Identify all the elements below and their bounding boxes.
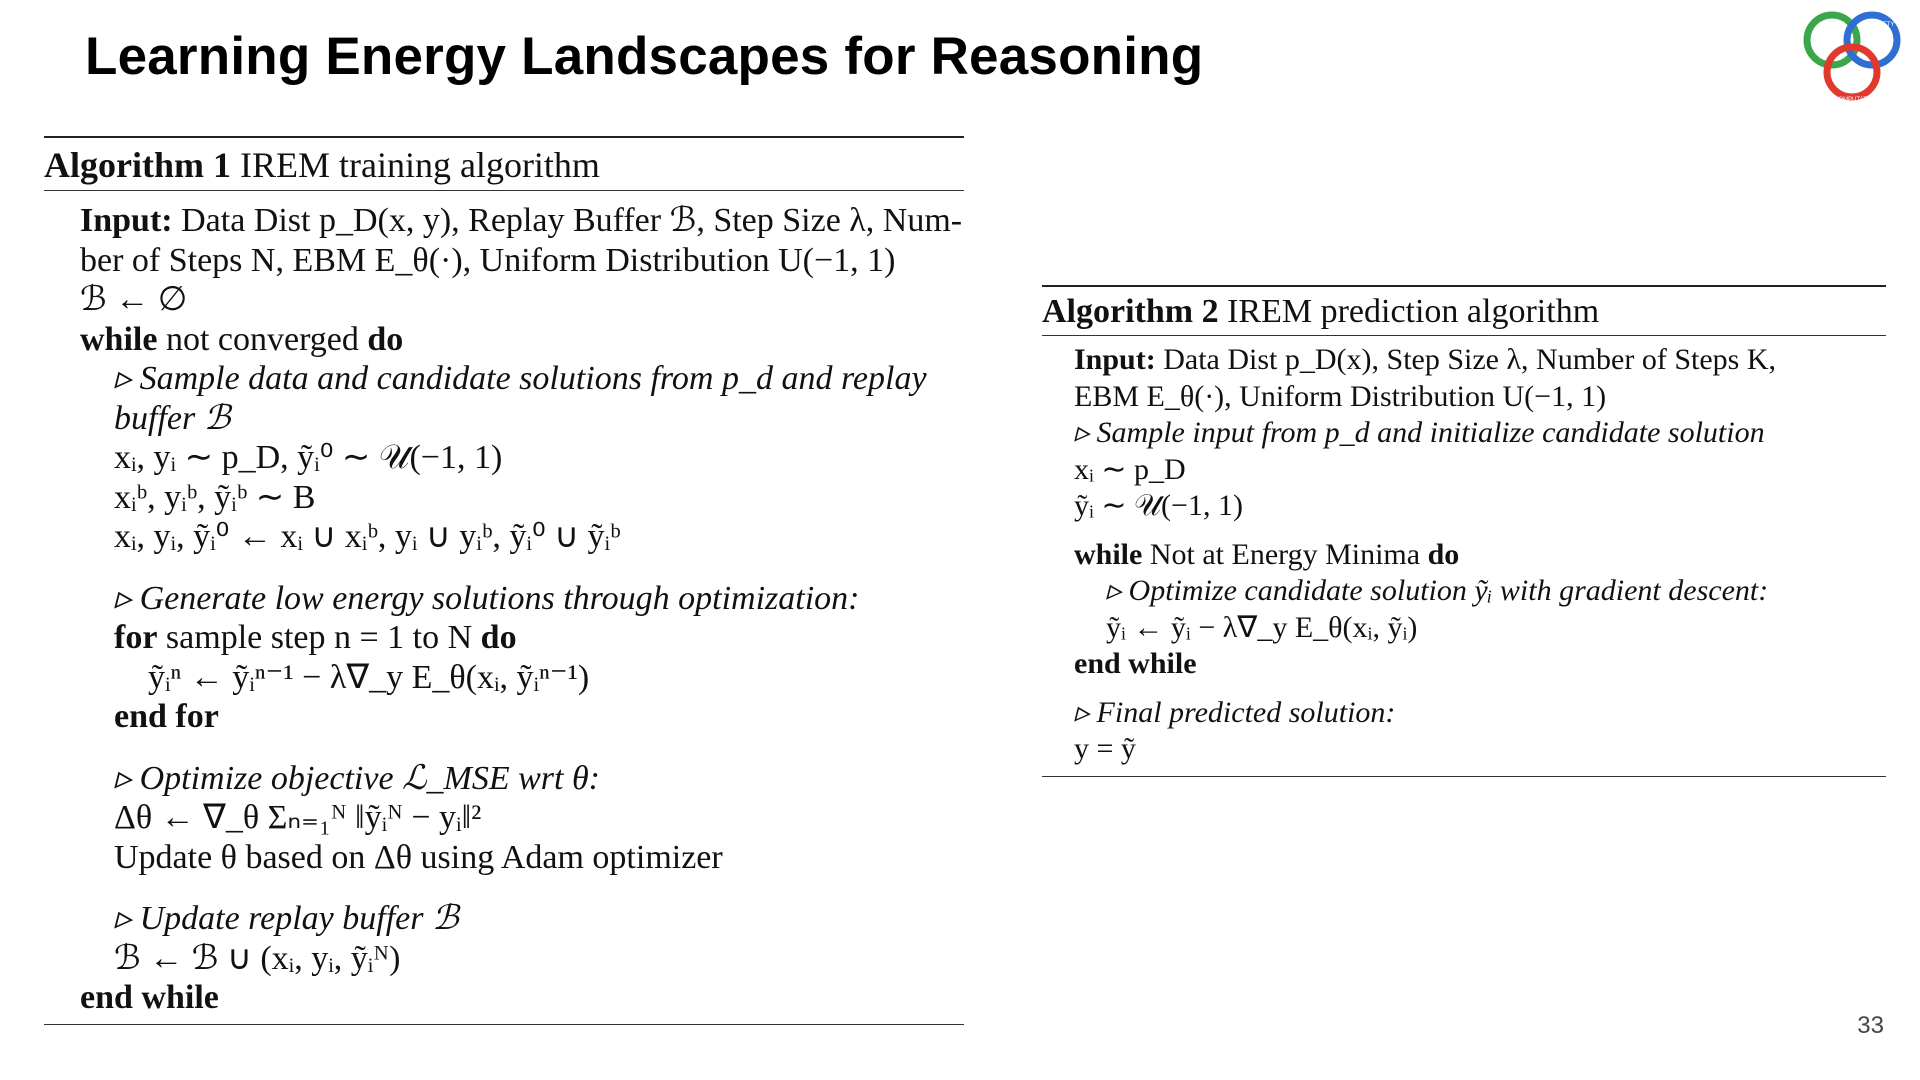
logo-text-society: SOCIETY — [1868, 22, 1895, 28]
for-body: sample step n = 1 to N — [165, 619, 473, 656]
algorithm-1-caption: IREM training algorithm — [239, 145, 600, 185]
do-keyword: do — [1427, 537, 1460, 571]
end-for-keyword: end for — [114, 698, 219, 735]
while-condition: not converged — [165, 320, 359, 358]
input-text-1: Data Dist p_D(x, y), Replay Buffer ℬ, Step Size λ, Num- — [181, 202, 963, 239]
algorithm-2-header — [1042, 287, 1886, 335]
equation-sample-x: xᵢ ∼ p_D — [1074, 452, 1186, 486]
comment-sample-input: ▹ Sample input from p_d and initialize candidate solution — [1074, 416, 1765, 449]
comment-optimize: ▹ Optimize objective ℒ_MSE wrt θ: — [114, 759, 600, 797]
end-while-keyword: end while — [80, 979, 219, 1016]
end-while-keyword: end while — [1074, 647, 1197, 680]
spacer — [80, 877, 964, 899]
input-keyword: Input: — [80, 202, 173, 239]
algorithm-1-body — [44, 191, 964, 1024]
input-text-1: Data Dist p_D(x), Step Size λ, Number of Steps K, — [1163, 343, 1777, 376]
for-line — [80, 618, 964, 658]
slide-title: Learning Energy Landscapes for Reasoning — [85, 27, 1204, 86]
algorithm-2-input-line-2: EBM E_θ(·), Uniform Distribution U(−1, 1) — [1074, 379, 1607, 413]
algorithm-1-while-line — [80, 320, 964, 360]
algorithm-1-init-buffer: ℬ ← ∅ — [80, 281, 188, 318]
algorithm-1-input-line-2: ber of Steps N, EBM E_θ(·), Uniform Distribution U(−1, 1) — [80, 241, 896, 279]
equation-loss: Δθ ← ∇_θ Σₙ₌₁ᴺ ‖ỹᵢᴺ − yᵢ‖² — [114, 799, 482, 836]
algorithm-2-label: Algorithm 2 — [1042, 293, 1219, 330]
equation-sample-3: xᵢ, yᵢ, ỹᵢ⁰ ← xᵢ ∪ xᵢᵇ, yᵢ ∪ yᵢᵇ, ỹᵢ⁰ ∪ ỹᵢᵇ — [114, 518, 621, 555]
equation-init-y: ỹᵢ ∼ 𝒰(−1, 1) — [1074, 489, 1243, 522]
do-keyword: do — [367, 320, 404, 358]
equation-gradient-step: ỹᵢⁿ ← ỹᵢⁿ⁻¹ − λ∇_y E_θ(xᵢ, ỹᵢⁿ⁻¹) — [148, 658, 590, 696]
algorithm-1-input-line-1 — [80, 201, 964, 241]
logo-text-nature: NATURE — [1820, 22, 1845, 28]
algorithm-1-label: Algorithm 1 — [44, 145, 231, 185]
while-keyword: while — [80, 320, 158, 358]
input-keyword: Input: — [1074, 343, 1156, 376]
while-keyword: while — [1074, 537, 1143, 571]
spacer — [80, 557, 964, 579]
for-do-keyword: do — [480, 619, 517, 656]
algorithm-2-bottom-rule — [1042, 776, 1886, 777]
algorithm-2-body — [1042, 336, 1886, 776]
comment-generate: ▹ Generate low energy solutions through optimization: — [114, 579, 860, 617]
equation-final: y = ỹ — [1074, 732, 1136, 765]
equation-sample-1: xᵢ, yᵢ ∼ p_D, ỹᵢ⁰ ∼ 𝒰(−1, 1) — [114, 439, 503, 476]
logo-text-computation: COMPUTATION — [1834, 97, 1878, 103]
algorithm-1-bottom-rule — [44, 1024, 964, 1025]
comment-update-buffer: ▹ Update replay buffer ℬ — [114, 900, 459, 937]
spacer — [80, 737, 964, 759]
comment-final-solution: ▹ Final predicted solution: — [1074, 695, 1396, 729]
algorithm-2-caption: IREM prediction algorithm — [1227, 293, 1600, 330]
algorithm-2-while-line — [1074, 537, 1886, 574]
algorithm-1-header — [44, 138, 964, 190]
for-keyword: for — [114, 619, 158, 656]
update-theta-line: Update θ based on Δθ using Adam optimizer — [114, 838, 723, 876]
comment-optimize-candidate: ▹ Optimize candidate solution ỹᵢ with gradient descent: — [1106, 574, 1769, 607]
comment-sample-2: buffer ℬ — [114, 399, 231, 437]
spacer — [1074, 683, 1886, 695]
equation-gradient-step: ỹᵢ ← ỹᵢ − λ∇_y E_θ(xᵢ, ỹᵢ) — [1106, 610, 1418, 644]
page-number: 33 — [1857, 1012, 1884, 1039]
equation-buffer-update: ℬ ← ℬ ∪ (xᵢ, yᵢ, ỹᵢᴺ) — [114, 939, 401, 977]
algorithm-1-box — [44, 136, 964, 1025]
spacer — [1074, 525, 1886, 537]
while-condition: Not at Energy Minima — [1149, 537, 1421, 571]
algorithm-2-input-line-1 — [1074, 342, 1886, 379]
algorithm-2-box — [1042, 285, 1886, 777]
comment-sample-1: ▹ Sample data and candidate solutions from p_d and replay — [114, 360, 927, 397]
three-ring-knot-logo — [1798, 8, 1906, 108]
equation-sample-2: xᵢᵇ, yᵢᵇ, ỹᵢᵇ ∼ B — [114, 478, 316, 516]
